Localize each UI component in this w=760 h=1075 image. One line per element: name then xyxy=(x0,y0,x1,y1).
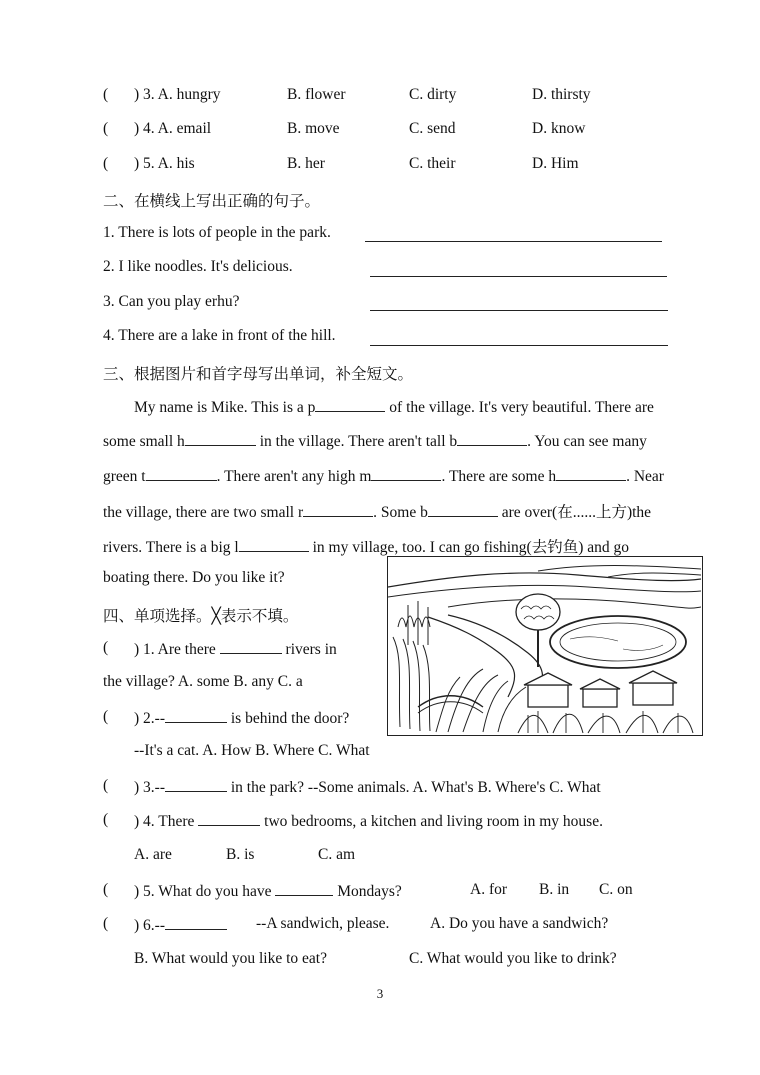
q6-option-c: C. What would you like to drink? xyxy=(409,950,617,967)
answer-line-3[interactable] xyxy=(370,310,668,311)
section-2-title: 二、在横线上写出正确的句子。 xyxy=(103,193,321,210)
q5-paren: ( xyxy=(103,881,109,898)
q2-paren: ( xyxy=(103,708,109,725)
question-2: ) 2.-- is behind the door? xyxy=(134,710,350,727)
question-4: ) 4. There two bedrooms, a kitchen and living room in my house. xyxy=(134,813,603,830)
answer-line-1[interactable] xyxy=(365,241,662,242)
item-3-option-b: B. flower xyxy=(287,86,346,103)
village-drawing xyxy=(388,557,701,734)
passage-line-6: boating there. Do you like it? xyxy=(103,569,285,586)
q4-option-a: A. are xyxy=(134,846,172,863)
question-5: ) 5. What do you have Mondays? xyxy=(134,883,402,900)
item-4-option-d: D. know xyxy=(532,120,586,137)
q5-option-b: B. in xyxy=(539,881,570,898)
item-5-option-d: D. Him xyxy=(532,155,579,172)
item-5-option-a: ) 5. A. his xyxy=(134,155,195,172)
blank-p[interactable] xyxy=(315,397,385,412)
village-illustration xyxy=(387,556,703,736)
question-6-answer: --A sandwich, please. xyxy=(256,915,390,932)
q6-option-a: A. Do you have a sandwich? xyxy=(430,915,609,932)
q4-option-c: C. am xyxy=(318,846,356,863)
question-3: ) 3.-- in the park? --Some animals. A. What's B. Where's C. What xyxy=(134,779,601,796)
blank-h[interactable] xyxy=(185,431,256,446)
item-5-option-b: B. her xyxy=(287,155,325,172)
blank-q2[interactable] xyxy=(165,708,227,723)
item-4-option-b: B. move xyxy=(287,120,340,137)
blank-l[interactable] xyxy=(239,537,309,552)
passage-line-5: rivers. There is a big l in my village, too. I can go fishing(去钓鱼) and go xyxy=(103,539,630,556)
q6-paren: ( xyxy=(103,915,109,932)
item-3-option-a: ) 3. A. hungry xyxy=(134,86,221,103)
item-3-paren: ( xyxy=(103,86,109,103)
blank-r[interactable] xyxy=(303,502,373,517)
section-3-title: 三、根据图片和首字母写出单词，补全短文。 xyxy=(103,366,414,383)
item-3-option-c: C. dirty xyxy=(409,86,457,103)
q3-paren: ( xyxy=(103,777,109,794)
q1-paren: ( xyxy=(103,639,109,656)
item-4-option-a: ) 4. A. email xyxy=(134,120,212,137)
blank-b2[interactable] xyxy=(428,502,498,517)
question-2-options: --It's a cat. A. How B. Where C. What xyxy=(134,742,370,759)
passage-line-4: the village, there are two small r . Some b are over(在......上方)the xyxy=(103,504,652,521)
blank-h2[interactable] xyxy=(556,466,626,481)
blank-q6[interactable] xyxy=(165,915,227,930)
item-4-paren: ( xyxy=(103,120,109,137)
question-1-options: the village? A. some B. any C. a xyxy=(103,673,303,690)
sentence-3: 3. Can you play erhu? xyxy=(103,293,240,310)
blank-q3[interactable] xyxy=(165,777,227,792)
item-5-option-c: C. their xyxy=(409,155,456,172)
blank-t[interactable] xyxy=(146,466,217,481)
blank-b[interactable] xyxy=(457,431,527,446)
q4-option-b: B. is xyxy=(226,846,255,863)
question-6: ) 6.-- xyxy=(134,915,227,935)
passage-line-1: My name is Mike. This is a p of the village. It's very beautiful. There are xyxy=(134,399,654,416)
answer-line-2[interactable] xyxy=(370,276,667,277)
q6-option-b: B. What would you like to eat? xyxy=(134,950,327,967)
page-number: 3 xyxy=(376,986,384,1001)
answer-line-4[interactable] xyxy=(370,345,668,346)
question-1: ) 1. Are there rivers in xyxy=(134,641,337,658)
blank-m[interactable] xyxy=(371,466,441,481)
blank-q4[interactable] xyxy=(198,811,260,826)
q5-option-c: C. on xyxy=(599,881,633,898)
sentence-2: 2. I like noodles. It's delicious. xyxy=(103,258,293,275)
blank-q5[interactable] xyxy=(275,881,333,896)
item-5-paren: ( xyxy=(103,155,109,172)
q4-paren: ( xyxy=(103,811,109,828)
sentence-1: 1. There is lots of people in the park. xyxy=(103,224,331,241)
section-4-title: 四、单项选择。╳表示不填。 xyxy=(103,608,299,625)
blank-q1[interactable] xyxy=(220,639,282,654)
sentence-4: 4. There are a lake in front of the hill. xyxy=(103,327,336,344)
q5-option-a: A. for xyxy=(470,881,508,898)
passage-line-3: green t . There aren't any high m . There are some h . Near xyxy=(103,468,664,485)
item-3-option-d: D. thirsty xyxy=(532,86,591,103)
passage-line-2: some small h in the village. There aren't tall b . You can see many xyxy=(103,433,647,450)
item-4-option-c: C. send xyxy=(409,120,456,137)
